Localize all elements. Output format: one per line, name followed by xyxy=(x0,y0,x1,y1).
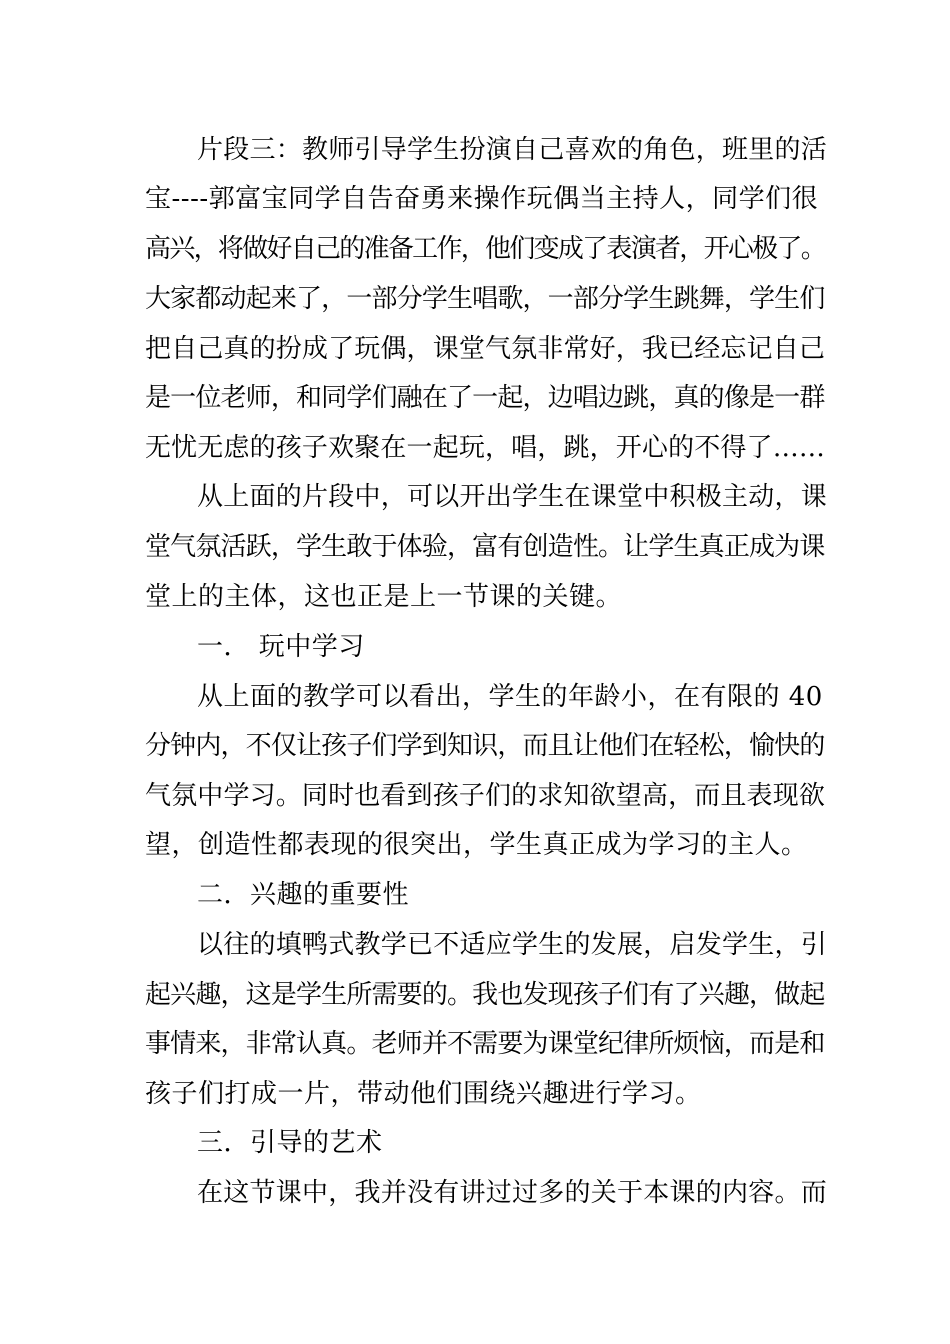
text-line: 孩子们打成一片，带动他们围绕兴趣进行学习。 xyxy=(145,1079,702,1109)
text-line: 事情来，非常认真。老师并不需要为课堂纪律所烦恼，而是和 xyxy=(145,1029,825,1059)
text-line: 堂气氛活跃，学生敢于体验，富有创造性。让学生真正成为课 xyxy=(145,532,825,562)
text-line: 起兴趣，这是学生所需要的。我也发现孩子们有了兴趣，做起 xyxy=(145,980,825,1010)
text-line: 在这节课中，我并没有讲过过多的关于本课的内容。而 xyxy=(197,1178,827,1208)
text-line: 从上面的教学可以看出，学生的年龄小，在有限的 40 xyxy=(197,682,823,712)
text-line: 是一位老师，和同学们融在了一起，边唱边跳，真的像是一群 xyxy=(145,383,825,413)
text-line: 宝----郭富宝同学自告奋勇来操作玩偶当主持人，同学们很 xyxy=(145,184,819,214)
text-line: 气氛中学习。同时也看到孩子们的求知欲望高，而且表现欲 xyxy=(145,781,825,811)
section-heading: 三．引导的艺术 xyxy=(197,1128,383,1158)
text-line: 分钟内，不仅让孩子们学到知识，而且让他们在轻松，愉快的 xyxy=(145,731,825,761)
section-heading: 一． 玩中学习 xyxy=(197,632,365,662)
text-line: 片段三：教师引导学生扮演自己喜欢的角色，班里的活 xyxy=(197,135,827,165)
section-heading: 二．兴趣的重要性 xyxy=(197,880,410,910)
text-line: 大家都动起来了，一部分学生唱歌，一部分学生跳舞，学生们 xyxy=(145,284,825,314)
text-line: 望，创造性都表现的很突出，学生真正成为学习的主人。 xyxy=(145,830,808,860)
text-line: 把自己真的扮成了玩偶，课堂气氛非常好，我已经忘记自己 xyxy=(145,334,825,364)
text-line: 高兴，将做好自己的准备工作，他们变成了表演者，开心极了。 xyxy=(145,234,825,264)
text-line: 无忧无虑的孩子欢聚在一起玩，唱，跳，开心的不得了…… xyxy=(145,433,825,463)
text-line: 堂上的主体，这也正是上一节课的关键。 xyxy=(145,582,623,612)
text-line: 以往的填鸭式教学已不适应学生的发展，启发学生，引 xyxy=(197,930,827,960)
text-line: 从上面的片段中，可以开出学生在课堂中积极主动，课 xyxy=(197,482,827,512)
